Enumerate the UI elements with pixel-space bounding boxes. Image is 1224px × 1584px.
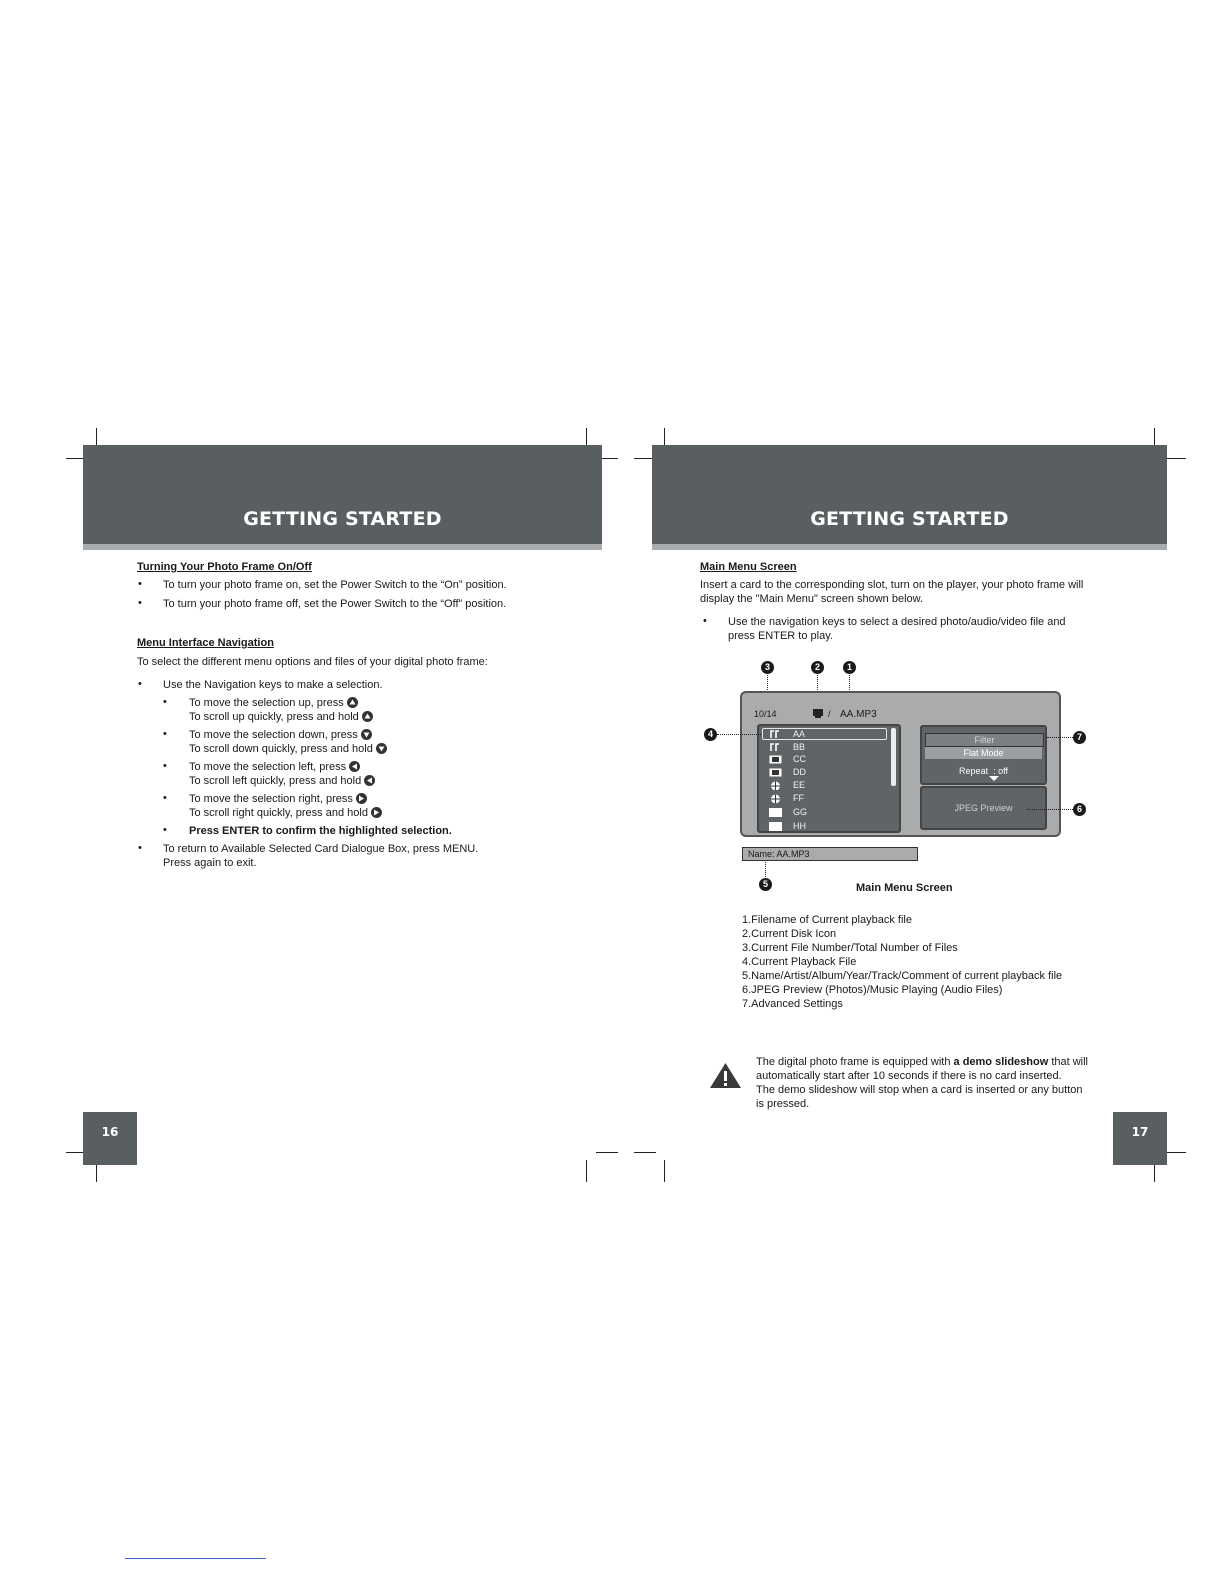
file-name: AA xyxy=(793,729,806,739)
file-name: CC xyxy=(793,754,806,764)
repeat-option[interactable] xyxy=(925,765,1042,777)
bullet-dot: • xyxy=(138,578,142,590)
repeat-label: Repeat xyxy=(959,766,989,776)
down-arrow-icon xyxy=(361,729,372,740)
instruction-line-1: Use the navigation keys to select a desired photo/audio/video file and xyxy=(728,616,1066,628)
return-menu-text xyxy=(163,842,478,870)
flat-mode-option[interactable]: Flat Mode xyxy=(925,747,1042,759)
left-arrow-icon xyxy=(349,761,360,772)
disc-icon xyxy=(769,794,782,803)
nav-left-item xyxy=(189,760,375,788)
navigation-intro: To select the different menu options and files of your digital photo frame: xyxy=(137,656,488,668)
legend-item: 1.Filename of Current playback file xyxy=(742,914,912,926)
callout-6: 6 xyxy=(1073,803,1086,816)
crop-mark xyxy=(1164,458,1186,459)
name-label: Name: xyxy=(748,849,775,859)
enter-confirm-text: Press ENTER to confirm the highlighted selection. xyxy=(189,825,452,837)
up-arrow-icon xyxy=(347,697,358,708)
music-icon xyxy=(769,730,782,739)
power-on-text: To turn your photo frame on, set the Power Switch to the “On” position. xyxy=(163,579,507,591)
nav-down-hold-text: To scroll down quickly, press and hold xyxy=(189,743,373,755)
navigation-instruction xyxy=(728,615,1066,643)
legend-item: 6.JPEG Preview (Photos)/Music Playing (Audio Files) xyxy=(742,984,1003,996)
nav-up-hold-text: To scroll up quickly, press and hold xyxy=(189,711,359,723)
leader-line xyxy=(765,862,766,877)
callout-7: 7 xyxy=(1073,731,1086,744)
crop-mark xyxy=(596,1152,618,1153)
warning-line-2: automatically start after 10 seconds if there is no card inserted. xyxy=(756,1070,1062,1082)
left-page-header xyxy=(83,445,602,550)
up-arrow-icon xyxy=(362,711,373,722)
callout-3: 3 xyxy=(761,661,774,674)
folder-icon xyxy=(769,808,782,817)
leader-line xyxy=(717,734,761,735)
leader-line xyxy=(1027,809,1073,810)
nav-right-hold-text: To scroll right quickly, press and hold xyxy=(189,807,368,819)
photo-icon xyxy=(769,768,782,777)
warning-line-3: The demo slideshow will stop when a card is inserted or any button xyxy=(756,1084,1083,1096)
figure-caption: Main Menu Screen xyxy=(856,882,953,894)
nav-up-text: To move the selection up, press xyxy=(189,697,344,709)
instruction-line-2: press ENTER to play. xyxy=(728,630,833,642)
nav-down-text: To move the selection down, press xyxy=(189,729,358,741)
nav-up-item xyxy=(189,696,373,724)
main-menu-intro xyxy=(700,578,1083,606)
warning-icon xyxy=(709,1062,742,1089)
demo-slideshow-note xyxy=(756,1055,1088,1111)
scrollbar[interactable] xyxy=(891,728,896,786)
legend-item: 5.Name/Artist/Album/Year/Track/Comment of current playback file xyxy=(742,970,1063,982)
nav-left-text: To move the selection left, press xyxy=(189,761,347,773)
crop-mark xyxy=(634,1152,656,1153)
return-line-2: Press again to exit. xyxy=(163,857,257,869)
bullet-dot: • xyxy=(163,696,167,708)
warning-pre: The digital photo frame is equipped with xyxy=(756,1056,954,1068)
page-title: GETTING STARTED xyxy=(810,508,1009,530)
page-title: GETTING STARTED xyxy=(243,508,442,530)
music-icon xyxy=(769,743,782,752)
legend-item: 7.Advanced Settings xyxy=(742,998,843,1010)
repeat-value: : off xyxy=(993,766,1008,776)
intro-line-1: Insert a card to the corresponding slot, turn on the player, your photo frame will xyxy=(700,579,1084,591)
footer-rule xyxy=(125,1558,266,1559)
bullet-dot: • xyxy=(163,760,167,772)
callout-4: 4 xyxy=(704,728,717,741)
leader-line xyxy=(1047,737,1073,738)
file-name: GG xyxy=(793,807,808,817)
bullet-dot: • xyxy=(138,678,142,690)
legend-item: 4.Current Playback File xyxy=(742,956,857,968)
crop-mark xyxy=(586,1160,587,1182)
photo-icon xyxy=(769,755,782,764)
path-separator: / xyxy=(828,709,831,719)
file-list xyxy=(757,724,901,833)
return-line-1: To return to Available Selected Card Dialogue Box, press MENU. xyxy=(163,843,479,855)
warning-line-4: is pressed. xyxy=(756,1098,810,1110)
name-bar xyxy=(742,847,918,861)
left-arrow-icon xyxy=(364,775,375,786)
current-filename: AA.MP3 xyxy=(840,709,877,720)
warning-bold: a demo slideshow xyxy=(953,1056,1049,1068)
callout-5: 5 xyxy=(759,878,772,891)
down-arrow-icon xyxy=(376,743,387,754)
disc-icon xyxy=(769,781,782,790)
file-counter: 10/14 xyxy=(754,709,777,719)
section-title-navigation: Menu Interface Navigation xyxy=(137,637,274,649)
nav-right-item xyxy=(189,792,382,820)
page-number: 16 xyxy=(83,1112,137,1165)
warning-post: that will xyxy=(1048,1056,1089,1068)
legend-item: 3.Current File Number/Total Number of Files xyxy=(742,942,958,954)
bullet-dot: • xyxy=(138,597,142,609)
jpeg-preview-panel: JPEG Preview xyxy=(920,786,1047,830)
section-title-main-menu: Main Menu Screen xyxy=(700,561,797,573)
callout-2: 2 xyxy=(811,661,824,674)
right-arrow-icon xyxy=(356,793,367,804)
nav-keys-text: Use the Navigation keys to make a selection. xyxy=(163,679,383,691)
right-page-header xyxy=(652,445,1167,550)
file-name: EE xyxy=(793,780,806,790)
section-title-power: Turning Your Photo Frame On/Off xyxy=(137,561,312,573)
intro-line-2: display the "Main Menu" screen shown below. xyxy=(700,593,924,605)
power-off-text: To turn your photo frame off, set the Power Switch to the “Off” position. xyxy=(163,598,507,610)
right-arrow-icon xyxy=(371,807,382,818)
nav-right-text: To move the selection right, press xyxy=(189,793,353,805)
bullet-dot: • xyxy=(163,824,167,836)
disk-icon xyxy=(812,706,824,716)
callout-1: 1 xyxy=(843,661,856,674)
page-number: 17 xyxy=(1113,1112,1167,1165)
chevron-down-icon xyxy=(989,776,999,782)
name-value: AA.MP3 xyxy=(776,849,810,859)
bullet-dot: • xyxy=(163,728,167,740)
folder-icon xyxy=(769,822,782,831)
filter-option[interactable]: Filter xyxy=(925,733,1044,747)
file-name: HH xyxy=(793,821,806,831)
crop-mark xyxy=(1164,1152,1186,1153)
bullet-dot: • xyxy=(703,615,707,627)
bullet-dot: • xyxy=(138,842,142,854)
nav-left-hold-text: To scroll left quickly, press and hold xyxy=(189,775,362,787)
file-name: FF xyxy=(793,793,804,803)
file-name: BB xyxy=(793,742,806,752)
bullet-dot: • xyxy=(163,792,167,804)
file-name: DD xyxy=(793,767,806,777)
nav-down-item xyxy=(189,728,387,756)
crop-mark xyxy=(664,1160,665,1182)
legend-item: 2.Current Disk Icon xyxy=(742,928,837,940)
settings-panel xyxy=(920,725,1047,785)
